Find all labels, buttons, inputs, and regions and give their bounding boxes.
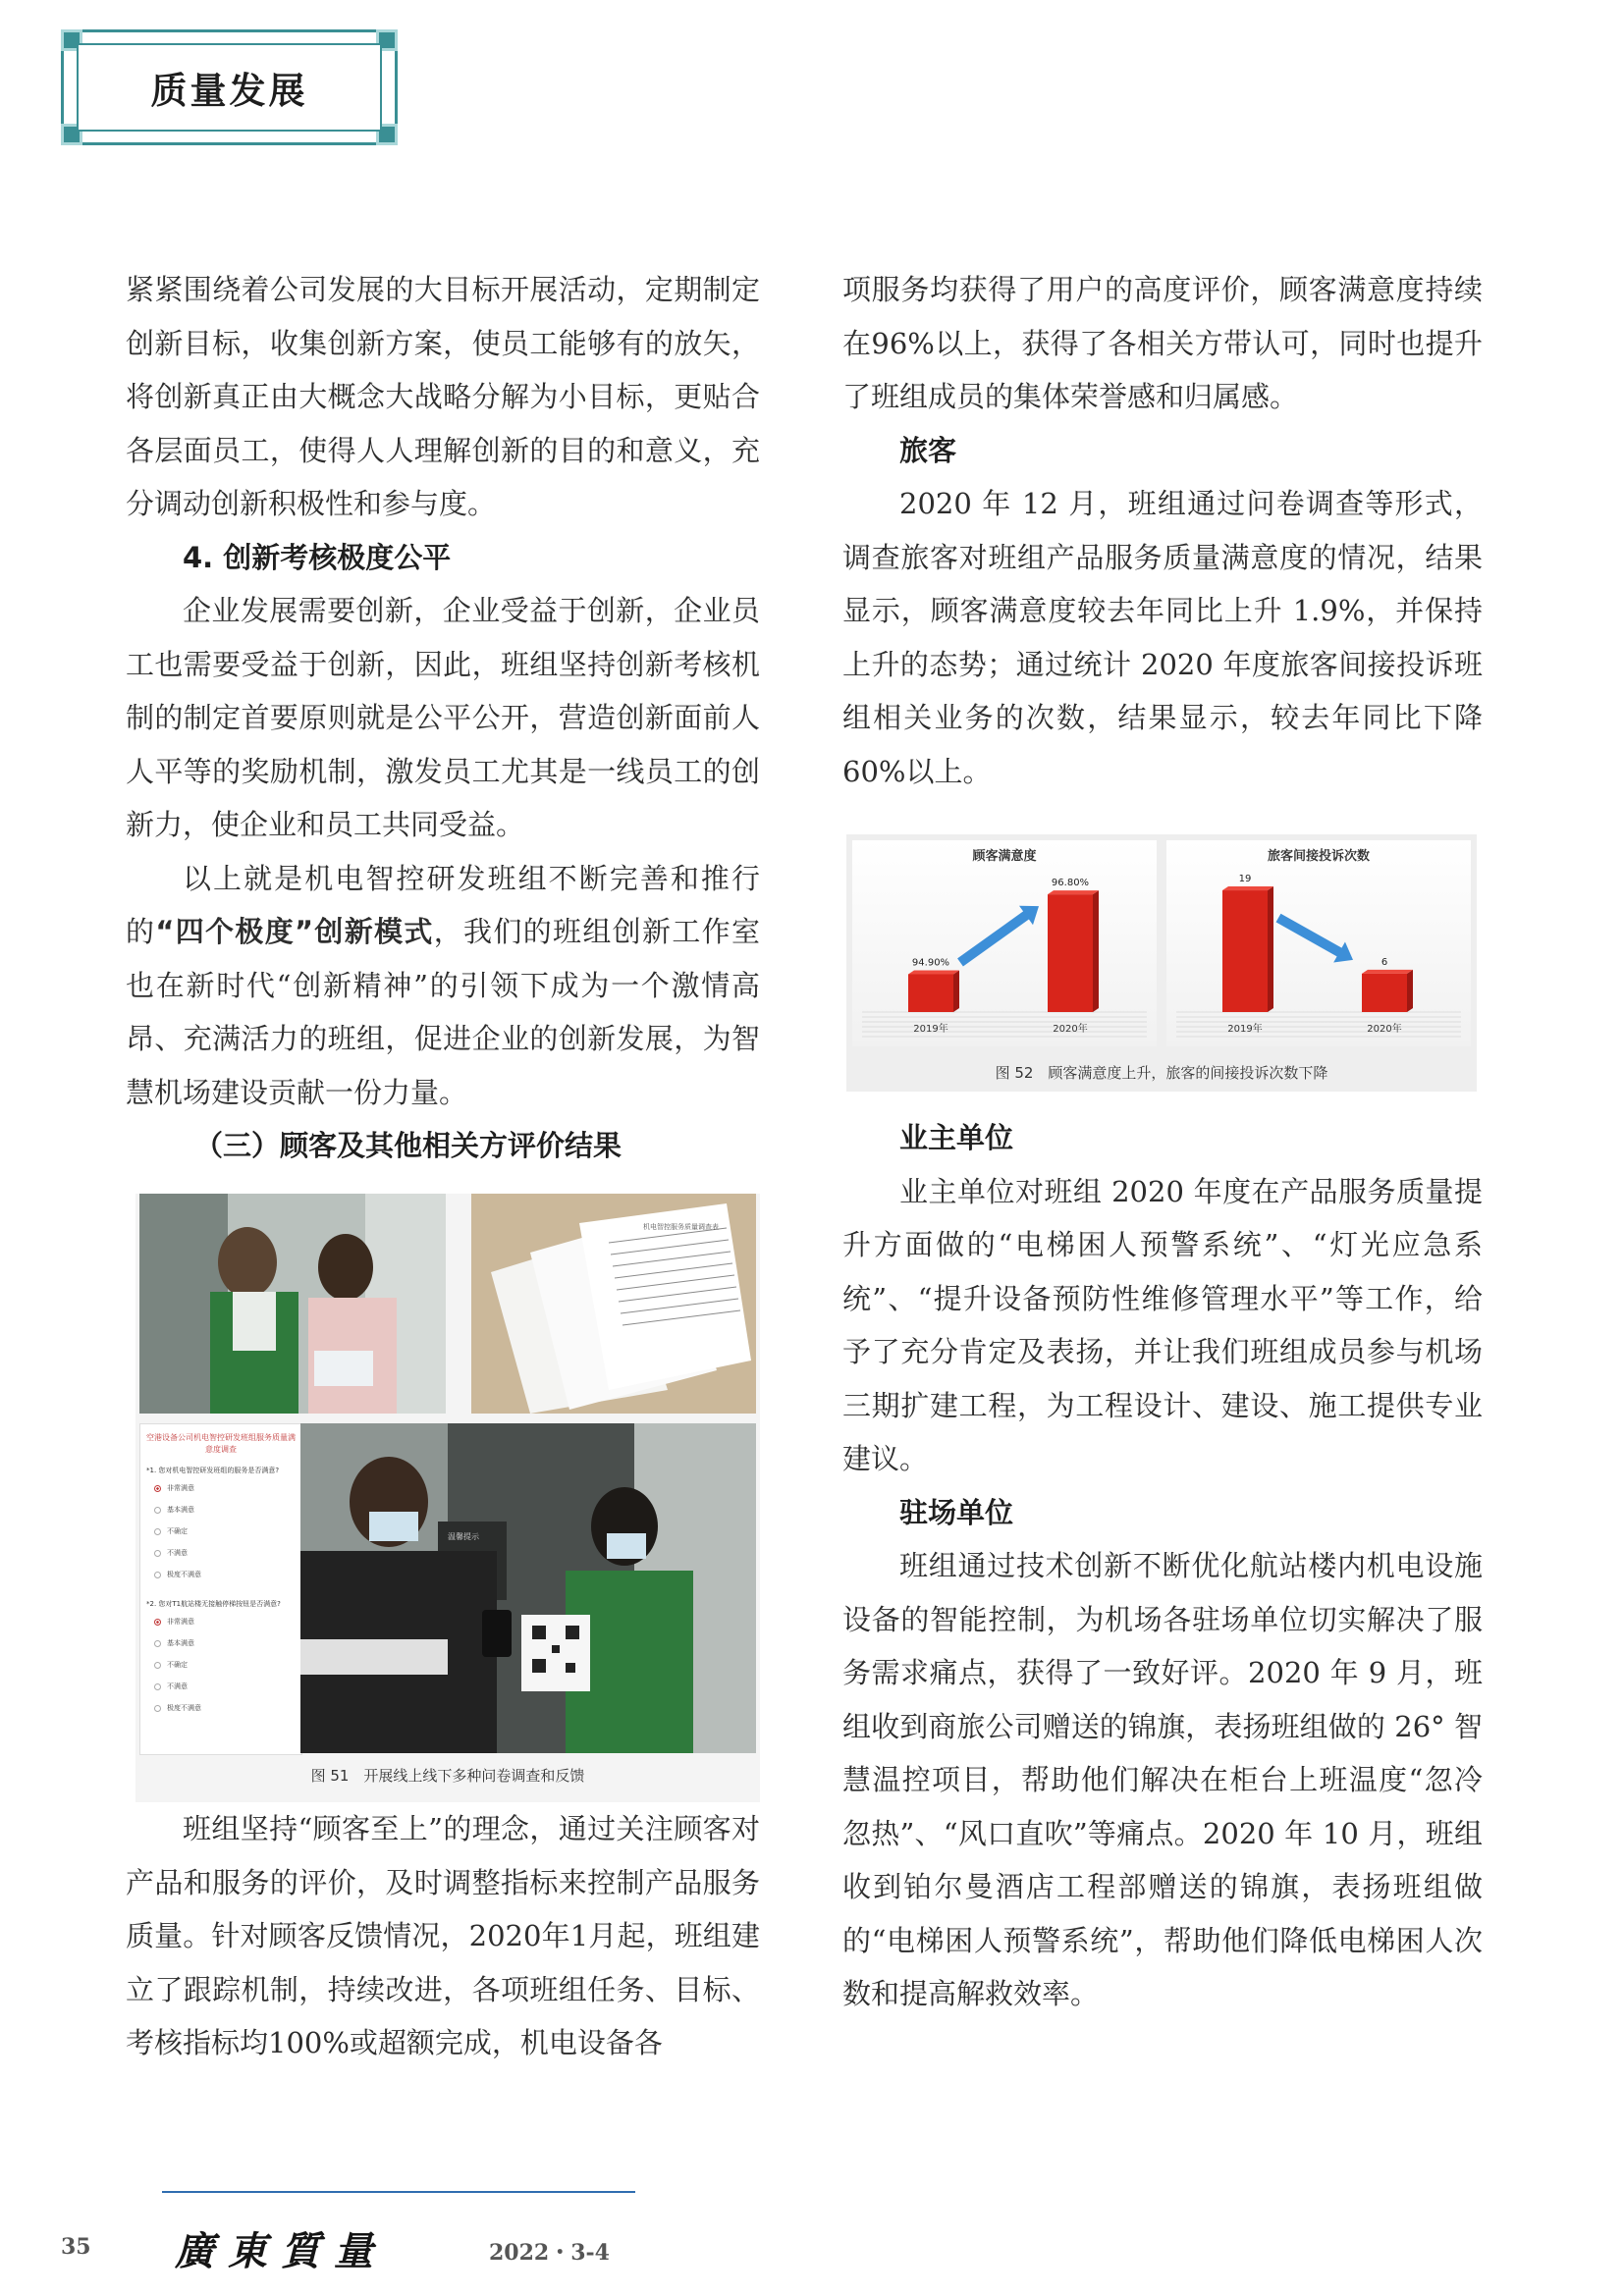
paragraph: 紧紧围绕着公司发展的大目标开展活动，定期制定创新目标，收集创新方案，使员工能够有的放矢，将创新真正由大概念大战略分解为小目标，更贴合各层面员工，使得人人理解创新的目的和意义，充分调动创新积极性和参与度。 bbox=[126, 273, 760, 520]
section-badge bbox=[77, 43, 382, 132]
bar-side bbox=[1268, 886, 1273, 1012]
data-label: 6 bbox=[1380, 956, 1388, 968]
radio-icon[interactable] bbox=[154, 1572, 161, 1578]
text-run-bold: “四个极度”创新模式 bbox=[155, 915, 434, 948]
photo-qr-code-scan bbox=[300, 1423, 756, 1753]
survey-option-label: 基本满意 bbox=[167, 1639, 194, 1647]
survey-option[interactable] bbox=[140, 1499, 301, 1521]
tick-label: 2019年 bbox=[913, 1024, 948, 1035]
tick-label: 2020年 bbox=[1367, 1024, 1402, 1035]
section-title: 质量发展 bbox=[150, 70, 308, 112]
radio-selected-icon[interactable] bbox=[154, 1619, 161, 1626]
bar bbox=[1048, 894, 1093, 1012]
survey-options-2 bbox=[140, 1611, 301, 1719]
right-column-top bbox=[842, 263, 1483, 798]
arrow-shape bbox=[1272, 908, 1359, 971]
figure-51-caption: 图 51 开展线上线下多种问卷调查和反馈 bbox=[310, 1767, 585, 1785]
survey-option[interactable] bbox=[140, 1697, 301, 1719]
survey-option[interactable] bbox=[140, 1676, 301, 1697]
survey-option[interactable] bbox=[140, 1542, 301, 1564]
survey-option-label: 不满意 bbox=[167, 1682, 188, 1690]
radio-icon[interactable] bbox=[154, 1507, 161, 1514]
bar bbox=[1222, 890, 1268, 1012]
text-run: 以上就是机电智控研发班组不断完善和推行的 bbox=[126, 861, 760, 948]
survey-option[interactable] bbox=[140, 1521, 301, 1542]
radio-icon[interactable] bbox=[154, 1705, 161, 1712]
bar bbox=[908, 974, 953, 1012]
subheading: 驻场单位 bbox=[899, 1495, 1014, 1529]
chart-title: 旅客间接投诉次数 bbox=[1267, 849, 1371, 864]
photo-staff-survey-illustration bbox=[139, 1194, 446, 1414]
chart-panel-complaints bbox=[1166, 840, 1471, 1046]
survey-title: 空港设备公司机电智控研发班组服务质量满意度调查 bbox=[146, 1433, 296, 1454]
survey-option-label: 不满意 bbox=[167, 1549, 188, 1557]
data-label: 96.80% bbox=[1051, 878, 1090, 889]
chart-title: 顾客满意度 bbox=[972, 849, 1037, 864]
trend-arrow-icon bbox=[1272, 908, 1359, 971]
paragraph: 项服务均获得了用户的高度评价，顾客满意度持续在96%以上，获得了各相关方带认可，同时也提升了班组成员的集体荣誉感和归属感。 bbox=[842, 273, 1483, 413]
right-column-bottom bbox=[842, 1111, 1483, 2021]
survey-option-label: 不确定 bbox=[167, 1527, 188, 1535]
bar-top bbox=[908, 970, 959, 974]
survey-option-label: 非常满意 bbox=[167, 1618, 194, 1626]
issue-number: 2022・3-4 bbox=[489, 2240, 610, 2266]
survey-option[interactable] bbox=[140, 1654, 301, 1676]
photo-questionnaires-illustration bbox=[471, 1194, 756, 1414]
bar-side bbox=[1407, 970, 1413, 1012]
bar-top bbox=[1362, 970, 1413, 974]
survey-option-label: 基本满意 bbox=[167, 1506, 194, 1514]
bar-top bbox=[1222, 886, 1273, 890]
paragraph: 企业发展需要创新，企业受益于创新，企业员工也需要受益于创新，因此，班组坚持创新考核机制的制定首要原则就是公平公开，营造创新面前人人平等的奖励机制，激发员工尤其是一线员工的创新力，使企业和员工共同受益。 bbox=[126, 594, 760, 841]
paragraph: 班组坚持“顾客至上”的理念，通过关注顾客对产品和服务的评价，及时调整指标来控制产品服务质量。针对顾客反馈情况，2020年1月起，班组建立了跟踪机制，持续改进，各项班组任务、目标、考核指标均100%或超额完成，机电设备各 bbox=[126, 1812, 760, 2059]
tick-label: 2020年 bbox=[1053, 1024, 1088, 1035]
paragraph: 业主单位对班组 2020 年度在产品服务质量提升方面做的“电梯困人预警系统”、“灯光应急系统”、“提升设备预防性维修管理水平”等工作，给予了充分肯定及表扬，并让我们班组成员参与机场三期扩建工程，为工程设计、建设、施工提供专业建议。 bbox=[842, 1174, 1483, 1475]
radio-icon[interactable] bbox=[154, 1640, 161, 1647]
online-survey-screenshot bbox=[139, 1423, 302, 1755]
footer-rule bbox=[162, 2191, 635, 2193]
radio-icon[interactable] bbox=[154, 1662, 161, 1669]
bar-side bbox=[1093, 890, 1099, 1012]
chart-satisfaction bbox=[852, 840, 1157, 1046]
figure-51 bbox=[135, 1194, 760, 1802]
survey-option[interactable] bbox=[140, 1564, 301, 1585]
paper-header: 机电智控服务质量调查表 bbox=[643, 1223, 719, 1231]
bar-top bbox=[1048, 890, 1099, 894]
subheading: 业主单位 bbox=[899, 1121, 1014, 1154]
survey-option-label: 非常满意 bbox=[167, 1484, 194, 1492]
photo-qr-code-scan-illustration bbox=[300, 1423, 756, 1753]
figure-52 bbox=[846, 834, 1477, 1092]
survey-question-1: *1. 您对机电智控研发班组的服务是否满意? bbox=[146, 1467, 280, 1474]
section-heading: （三）顾客及其他相关方评价结果 bbox=[194, 1129, 623, 1162]
paragraph: 班组通过技术创新不断优化航站楼内机电设施设备的智能控制，为机场各驻场单位切实解决了服务需求痛点，获得了一致好评。2020 年 9 月，班组收到商旅公司赠送的锦旗，表扬班组做的 26° 智慧温控项目，帮助他们解决在柜台上班温度“忽冷忽热”、“风口直吹”等痛点。2020 年 10 月，班组收到铂尔曼酒店工程部赠送的锦旗，表扬班组做的“电梯困人预警系统”，帮助他们降低电梯困人次数和提高解救效率。 bbox=[842, 1549, 1483, 2010]
subheading: 4. 创新考核极度公平 bbox=[183, 540, 452, 574]
figure-52-caption: 图 52 顾客满意度上升，旅客的间接投诉次数下降 bbox=[995, 1064, 1328, 1082]
radio-icon[interactable] bbox=[154, 1528, 161, 1535]
survey-option[interactable] bbox=[140, 1632, 301, 1654]
data-label: 19 bbox=[1238, 874, 1252, 885]
poster-title: 温馨提示 bbox=[448, 1532, 479, 1541]
survey-options-1 bbox=[140, 1477, 301, 1585]
left-column-bottom bbox=[126, 1802, 760, 2070]
left-column-top bbox=[126, 263, 760, 1173]
subheading: 旅客 bbox=[899, 433, 957, 467]
survey-question-2: *2. 您对T1航站楼无接触停梯按钮是否满意? bbox=[146, 1600, 281, 1608]
data-label: 94.90% bbox=[911, 957, 950, 969]
chart-complaints bbox=[1166, 840, 1471, 1046]
radio-icon[interactable] bbox=[154, 1550, 161, 1557]
survey-option[interactable] bbox=[140, 1477, 301, 1499]
radio-icon[interactable] bbox=[154, 1683, 161, 1690]
paragraph bbox=[126, 852, 760, 1120]
survey-option[interactable] bbox=[140, 1611, 301, 1632]
survey-option-label: 不确定 bbox=[167, 1661, 188, 1669]
tick-label: 2019年 bbox=[1227, 1024, 1263, 1035]
trend-arrow-icon bbox=[953, 896, 1046, 972]
text-run: ，我们的班组创新工作室也在新时代“创新精神”的引领下成为一个激情高昂、充满活力的班组，促进企业的创新发展，为智慧机场建设贡献一份力量。 bbox=[126, 915, 760, 1109]
paragraph: 2020 年 12 月，班组通过问卷调查等形式，调查旅客对班组产品服务质量满意度的情况，结果显示，顾客满意度较去年同比上升 1.9%，并保持上升的态势；通过统计 2020 年度旅客间接投诉班组相关业务的次数，结果显示，较去年同比下降 60%以上。 bbox=[842, 487, 1483, 788]
magazine-title: 廣東質量 bbox=[175, 2228, 387, 2274]
bar-side bbox=[953, 970, 959, 1012]
arrow-shape bbox=[953, 896, 1046, 972]
photo-staff-survey bbox=[139, 1194, 446, 1414]
survey-option-label: 极度不满意 bbox=[167, 1571, 201, 1578]
photo-questionnaires bbox=[471, 1194, 756, 1414]
chart-panel-satisfaction bbox=[852, 840, 1157, 1046]
radio-selected-icon[interactable] bbox=[154, 1485, 161, 1492]
survey-option-label: 极度不满意 bbox=[167, 1704, 201, 1712]
bar bbox=[1362, 974, 1407, 1012]
page-number: 35 bbox=[61, 2234, 91, 2260]
